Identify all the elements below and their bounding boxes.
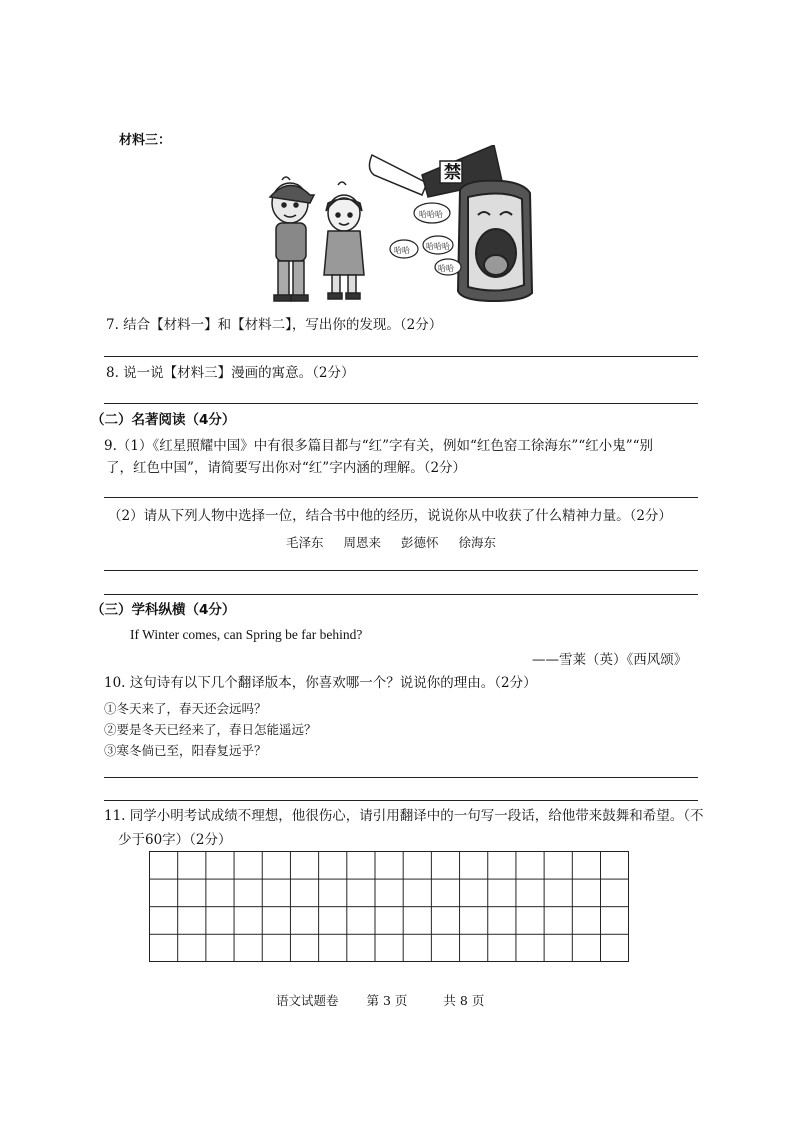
footer-subject: 语文试题卷	[276, 993, 339, 1008]
answer-line[interactable]	[104, 594, 698, 595]
question-8: 8. 说一说【材料三】漫画的寓意。（2分）	[106, 365, 355, 381]
writing-grid[interactable]	[149, 851, 629, 962]
cartoon-illustration	[262, 145, 562, 307]
svg-text:哈哈哈: 哈哈哈	[419, 210, 443, 219]
svg-text:哈哈: 哈哈	[438, 264, 454, 273]
question-11-line2: 少于60字）（2分）	[118, 832, 232, 848]
answer-line[interactable]	[104, 777, 698, 778]
answer-line[interactable]	[104, 497, 698, 498]
phone-character	[458, 181, 532, 301]
section-2-title: （二）名著阅读（4分）	[91, 412, 236, 428]
svg-text:哈哈: 哈哈	[394, 246, 410, 255]
person-name: 毛泽东	[286, 535, 324, 550]
answer-line[interactable]	[104, 570, 698, 571]
translation-2: ②要是冬天已经来了，春日怎能遥远？	[104, 722, 317, 737]
question-9-line1: 9.（1）《红星照耀中国》中有很多篇目都与“红”字有关，例如“红色窑工徐海东”“红小鬼”“别	[104, 438, 654, 454]
footer-total: 共 8 页	[443, 993, 485, 1008]
question-9-line2: 了，红色中国”，请简要写出你对“红”字内涵的理解。（2分）	[106, 460, 467, 476]
answer-line[interactable]	[104, 403, 698, 404]
person-name: 徐海东	[458, 535, 497, 550]
girl-figure	[324, 182, 364, 299]
page-footer	[276, 991, 484, 1009]
person-name: 彭德怀	[401, 535, 439, 550]
translation-1: ①冬天来了，春天还会远吗？	[104, 701, 267, 716]
english-quote: If Winter comes, can Spring be far behind?	[130, 627, 363, 642]
laugh-bubbles	[390, 203, 461, 275]
boy-figure	[270, 177, 314, 301]
material3-label: 材料三：	[119, 133, 172, 148]
people-list	[286, 533, 496, 551]
footer-page: 第 3 页	[366, 993, 408, 1008]
section-3-title: （三）学科纵横（4分）	[91, 602, 236, 618]
question-10: 10. 这句诗有以下几个翻译版本，你喜欢哪一个？说说你的理由。（2分）	[104, 675, 537, 691]
stamp-text: 禁	[444, 163, 461, 183]
quote-attribution: ——雪莱（英）《西风颂》	[532, 652, 688, 668]
question-11-line1: 11. 同学小明考试成绩不理想，他很伤心，请引用翻译中的一句写一段话，给他带来鼓舞和希望。（不	[104, 808, 704, 824]
answer-line[interactable]	[104, 356, 698, 357]
person-name: 周恩来	[343, 535, 382, 550]
question-9-2: （2）请从下列人物中选择一位，结合书中他的经历，说说你从中收获了什么精神力量。（2分）	[108, 508, 672, 524]
question-7: 7. 结合【材料一】和【材料二】，写出你的发现。（2分）	[106, 317, 443, 333]
svg-text:哈哈哈: 哈哈哈	[426, 242, 450, 251]
translation-3: ③寒冬倘已至，阳春复远乎？	[104, 743, 267, 758]
answer-line[interactable]	[104, 800, 698, 801]
